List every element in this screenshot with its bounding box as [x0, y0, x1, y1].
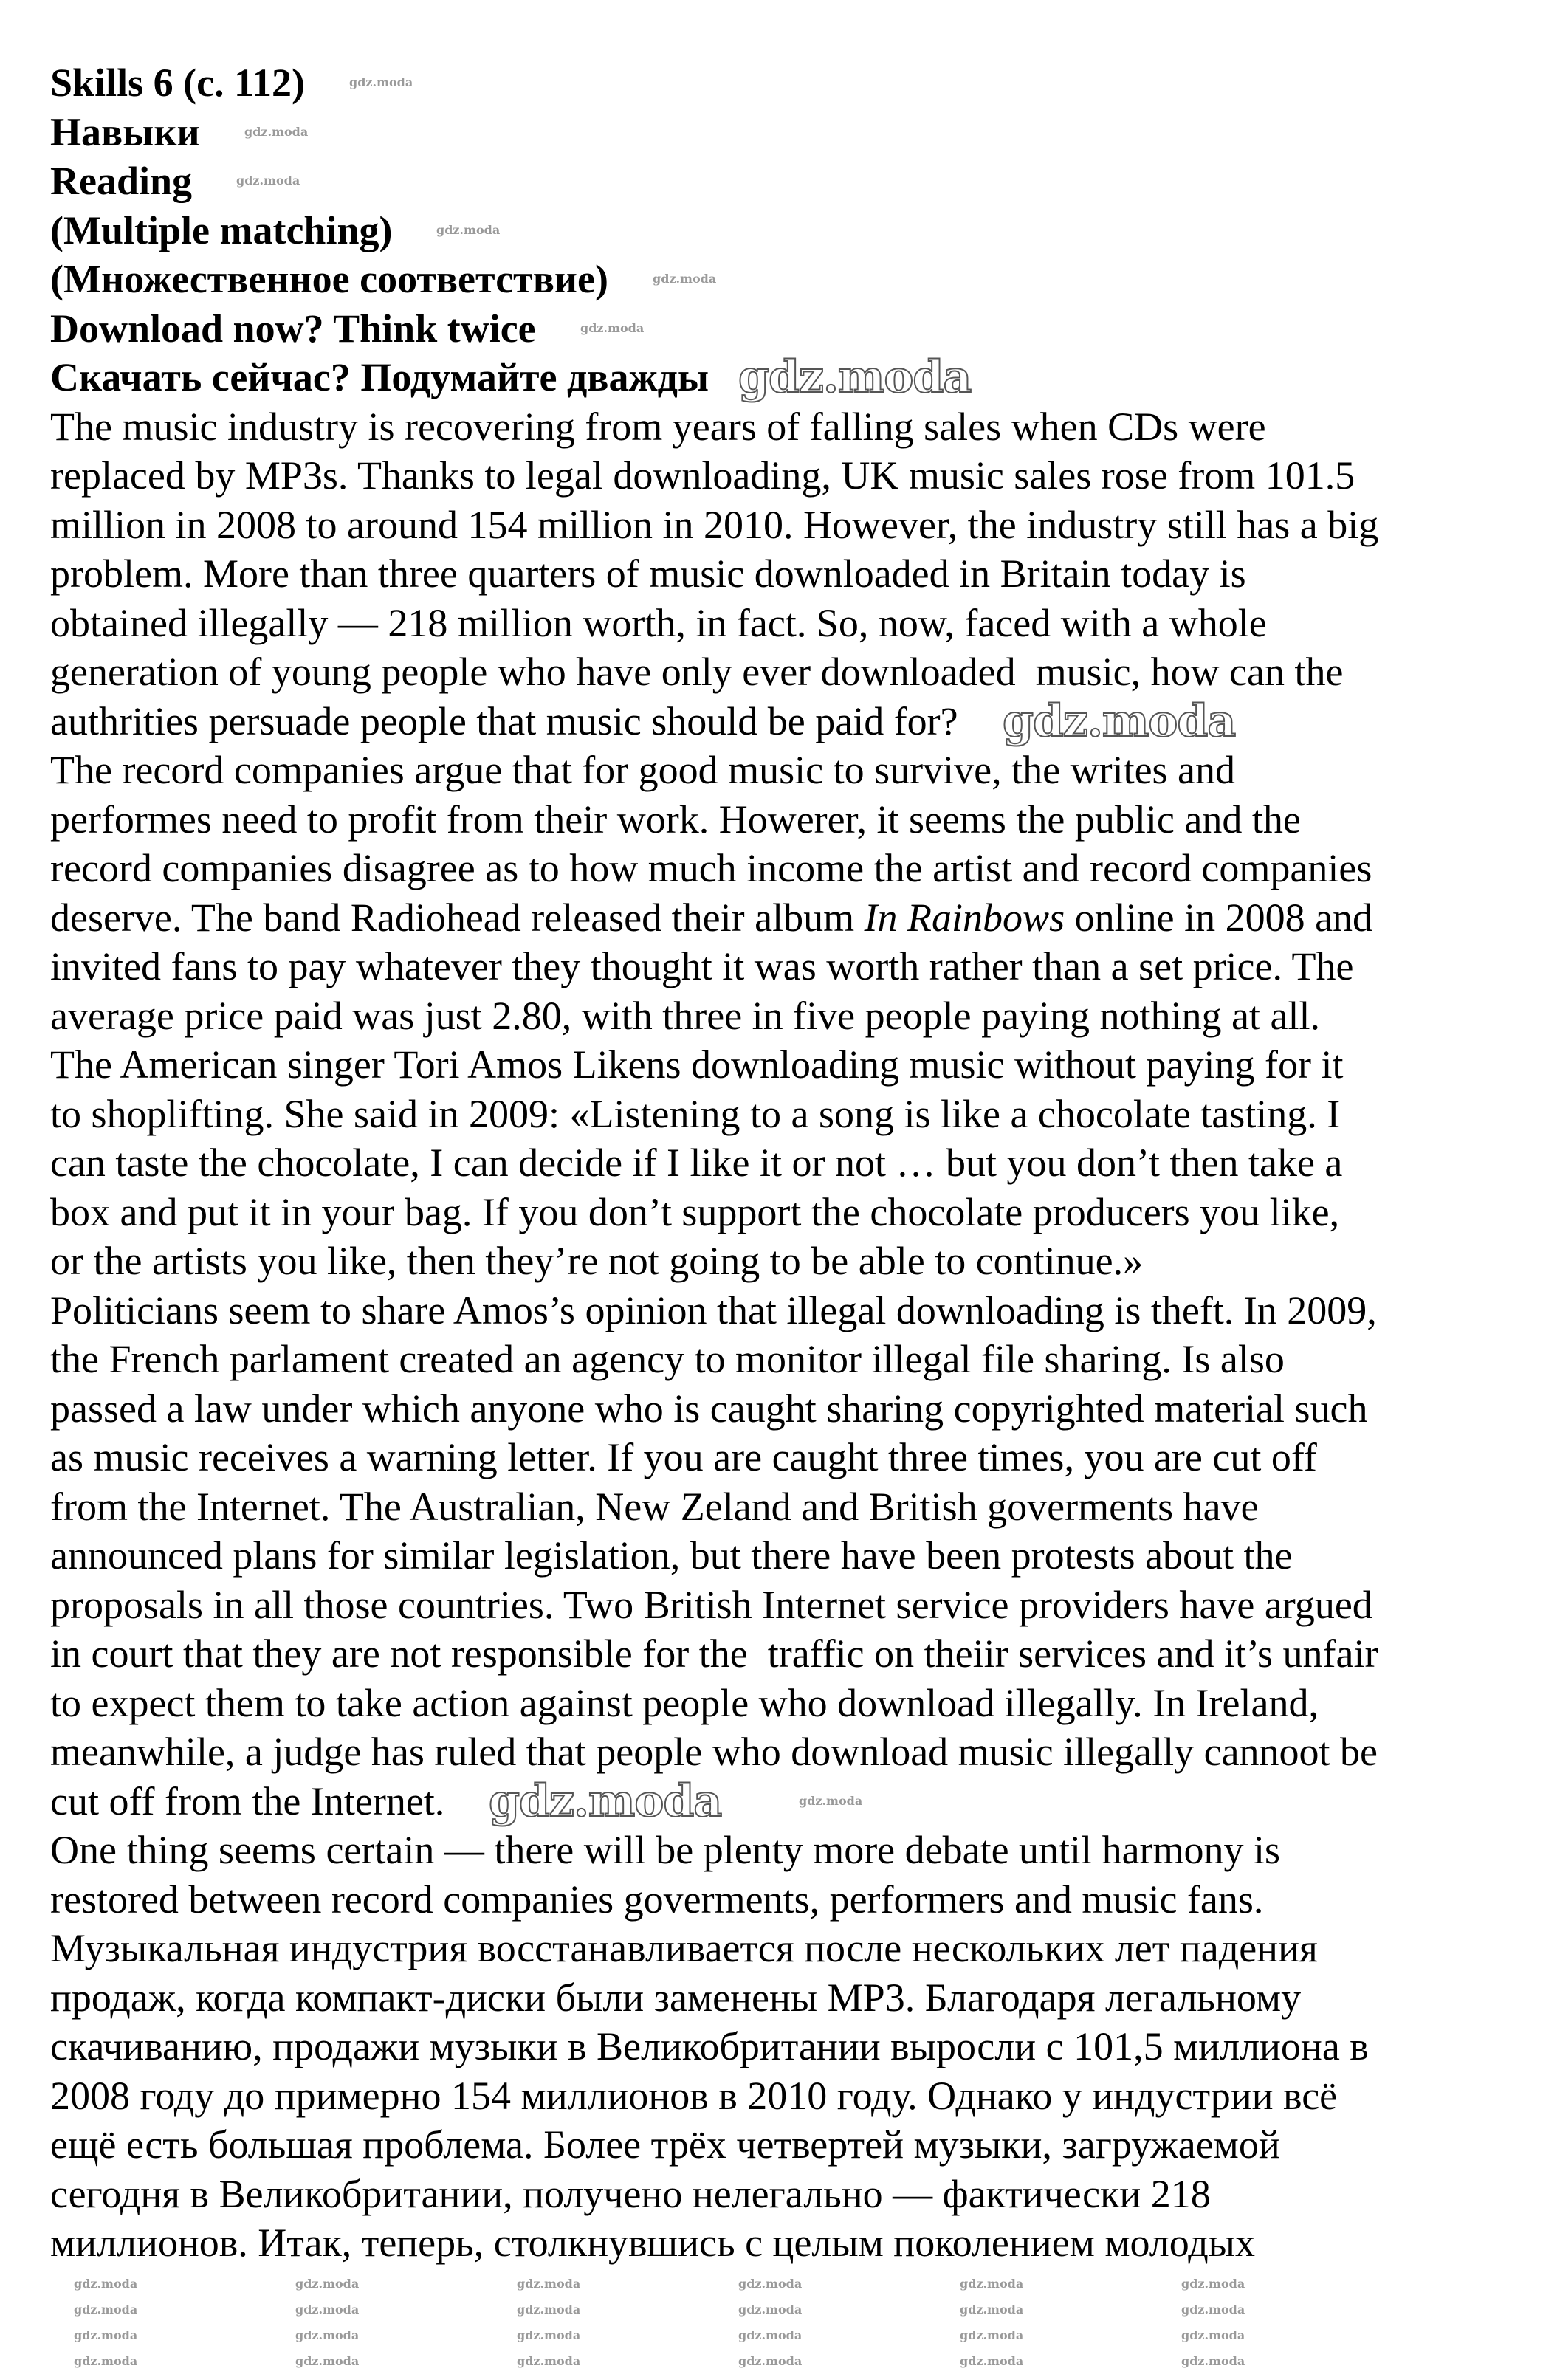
text-line: box and put it in your bag. If you don’t support the chocolate producers you like,: [50, 1189, 1340, 1234]
watermark: gdz.moda: [517, 2277, 581, 2291]
page-title: Skills 6 (c. 112): [50, 61, 306, 105]
text-line: Музыкальная индустрия восстанавливается после нескольких лет падения: [50, 1926, 1318, 1970]
text-line: as music receives a warning letter. If you are caught three times, you are cut off: [50, 1435, 1317, 1479]
text-line: generation of young people who have only ever downloaded music, how can the: [50, 650, 1344, 694]
watermark: gdz.moda: [74, 2328, 138, 2342]
heading: Скачать сейчас? Подумайте дважды: [50, 355, 709, 399]
watermark: gdz.moda: [517, 2302, 581, 2317]
text-line: to expect them to take action against people who download illegally. In Ireland,: [50, 1680, 1319, 1725]
watermark: gdz.moda: [295, 2328, 360, 2342]
watermark: gdz.moda: [738, 2302, 803, 2317]
text-line: [50, 893, 1372, 943]
watermark: gdz.moda: [295, 2277, 360, 2291]
text-line: cut off from the Internet.: [50, 1778, 445, 1823]
text-line: authrities persuade people that music should be paid for?: [50, 698, 958, 743]
watermark: gdz.moda: [738, 351, 972, 403]
watermark: gdz.moda: [295, 2354, 360, 2368]
watermark: gdz.moda: [244, 125, 309, 139]
text-line: to shoplifting. She said in 2009: «Listening to a song is like a chocolate tasting. I: [50, 1091, 1341, 1136]
text-line: The music industry is recovering from years of falling sales when CDs were: [50, 404, 1266, 449]
text-line: problem. More than three quarters of music downloaded in Britain today is: [50, 551, 1246, 596]
text-line: The American singer Tori Amos Likens downloading music without paying for it: [50, 1042, 1344, 1087]
text-line: or the artists you like, then they’re not going to be able to continue.»: [50, 1239, 1144, 1283]
watermark: gdz.moda: [1181, 2354, 1245, 2368]
text-line: meanwhile, a judge has ruled that people who download music illegally cannoot be: [50, 1730, 1378, 1774]
watermark: gdz.moda: [653, 272, 717, 286]
text-line: The record companies argue that for good music to survive, the writes and: [50, 748, 1236, 792]
watermark: gdz.moda: [295, 2302, 360, 2317]
watermark: gdz.moda: [436, 223, 501, 237]
watermark: gdz.moda: [349, 75, 413, 89]
watermark: gdz.moda: [1181, 2277, 1245, 2291]
text-line: продаж, когда компакт-диски были заменены MP3. Благодаря легальному: [50, 1975, 1302, 2020]
text-line: announced plans for similar legislation, but there have been protests about the: [50, 1533, 1293, 1578]
text-line: can taste the chocolate, I can decide if I like it or not … but you don’t then take a: [50, 1141, 1343, 1185]
heading: Reading: [50, 159, 193, 203]
watermark: gdz.moda: [738, 2277, 803, 2291]
watermark: gdz.moda: [517, 2328, 581, 2342]
watermark: gdz.moda: [74, 2277, 138, 2291]
text-line: ещё есть большая проблема. Более трёх четвертей музыки, загружаемой: [50, 2122, 1280, 2167]
text-line: invited fans to pay whatever they thought it was worth rather than a set price. The: [50, 944, 1354, 988]
text-line: passed a law under which anyone who is caught sharing copyrighted material such: [50, 1386, 1368, 1431]
watermark: gdz.moda: [960, 2277, 1024, 2291]
watermark: gdz.moda: [74, 2302, 138, 2317]
text-line: сегодня в Великобритании, получено нелегально — фактически 218: [50, 2171, 1211, 2216]
watermark: gdz.moda: [1003, 695, 1236, 747]
text-line: 2008 году до примерно 154 миллионов в 2010 году. Однако у индустрии всё: [50, 2073, 1338, 2118]
text-line: Politicians seem to share Amos’s opinion that illegal downloading is theft. In 2009,: [50, 1287, 1377, 1332]
text-line: скачиванию, продажи музыки в Великобритании выросли с 101,5 миллиона в: [50, 2024, 1369, 2068]
text-line: One thing seems certain — there will be plenty more debate until harmony is: [50, 1828, 1281, 1872]
document-page: [50, 58, 1378, 2268]
watermark: gdz.moda: [517, 2354, 581, 2368]
watermark: gdz.moda: [738, 2354, 803, 2368]
text-line: restored between record companies goverments, performers and music fans.: [50, 1877, 1264, 1922]
heading: Навыки: [50, 109, 200, 154]
heading: Download now? Think twice: [50, 306, 536, 351]
text-line: in court that they are not responsible for the traffic on theiir services and it’s unfair: [50, 1631, 1378, 1676]
text-line: the French parlament created an agency to monitor illegal file sharing. Is also: [50, 1337, 1285, 1381]
heading: (Множественное соответствие): [50, 257, 608, 301]
watermark: gdz.moda: [1181, 2302, 1245, 2317]
heading: (Multiple matching): [50, 207, 393, 252]
text-line: performes need to profit from their work. Howerer, it seems the public and the: [50, 797, 1301, 842]
album-title: In Rainbows: [864, 895, 1065, 940]
watermark: gdz.moda: [960, 2302, 1024, 2317]
text-line: from the Internet. The Australian, New Zeland and British goverments have: [50, 1484, 1259, 1529]
text-line: million in 2008 to around 154 million in 2010. However, the industry still has a big: [50, 502, 1379, 547]
text-line: proposals in all those countries. Two British Internet service providers have argued: [50, 1582, 1372, 1627]
watermark: gdz.moda: [960, 2354, 1024, 2368]
text-line: миллионов. Итак, теперь, столкнувшись с целым поколением молодых: [50, 2221, 1255, 2265]
watermark: gdz.moda: [799, 1794, 863, 1808]
text-segment: online in 2008 and: [1065, 895, 1373, 940]
text-line: obtained illegally — 218 million worth, in fact. So, now, faced with a whole: [50, 600, 1267, 645]
watermark: gdz.moda: [580, 321, 645, 335]
watermark: gdz.moda: [489, 1775, 722, 1827]
text-line: average price paid was just 2.80, with three in five people paying nothing at all.: [50, 993, 1320, 1038]
watermark: gdz.moda: [1181, 2328, 1245, 2342]
text-line: replaced by MP3s. Thanks to legal downloading, UK music sales rose from 101.5: [50, 453, 1355, 498]
watermark: gdz.moda: [74, 2354, 138, 2368]
text-line: record companies disagree as to how much income the artist and record companies: [50, 846, 1372, 890]
watermark: gdz.moda: [738, 2328, 803, 2342]
watermark: gdz.moda: [236, 173, 300, 188]
text-segment: deserve. The band Radiohead released their album: [50, 895, 865, 940]
watermark: gdz.moda: [960, 2328, 1024, 2342]
